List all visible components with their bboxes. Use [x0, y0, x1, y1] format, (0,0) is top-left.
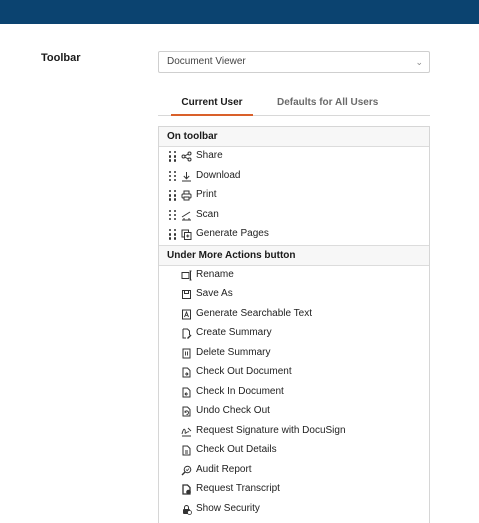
- app-header-bar: [0, 0, 479, 24]
- on-toolbar-item-label: Scan: [196, 208, 219, 220]
- more-actions-item-label: Save As: [196, 288, 233, 299]
- tab-bar: [158, 95, 430, 116]
- more-actions-item[interactable]: [159, 363, 429, 383]
- more-actions-item-label: Delete Summary: [196, 346, 271, 358]
- drag-handle-icon[interactable]: [169, 171, 177, 182]
- chevron-down-icon: ⌄: [415, 57, 423, 67]
- print-icon: [181, 190, 192, 201]
- on-toolbar-item[interactable]: [159, 206, 429, 226]
- more-actions-list: [159, 266, 429, 520]
- audit-report-icon: [181, 465, 192, 476]
- delete-summary-icon: [181, 348, 192, 359]
- toolbar-config-panel: [158, 126, 430, 523]
- more-actions-item[interactable]: [159, 383, 429, 403]
- undo-check-out-icon: [181, 406, 192, 417]
- more-actions-item-label: Request Signature with DocuSign: [196, 424, 346, 436]
- more-actions-item[interactable]: [159, 266, 429, 286]
- more-actions-item-label: Check Out Document: [196, 366, 292, 377]
- drag-handle-icon[interactable]: [169, 151, 177, 162]
- on-toolbar-item[interactable]: [159, 225, 429, 245]
- more-actions-item-label: Show Security: [196, 502, 260, 514]
- security-icon: [181, 504, 192, 515]
- more-actions-item-label: Create Summary: [196, 327, 272, 338]
- scan-icon: [181, 210, 192, 221]
- transcript-icon: [181, 484, 192, 495]
- more-actions-item[interactable]: [159, 422, 429, 442]
- on-toolbar-item-label: Print: [196, 189, 217, 200]
- more-actions-item[interactable]: [159, 285, 429, 305]
- toolbar-select-value: Document Viewer: [167, 56, 246, 67]
- more-actions-item[interactable]: [159, 500, 429, 520]
- more-actions-item[interactable]: [159, 461, 429, 481]
- check-in-icon: [181, 387, 192, 398]
- on-toolbar-item[interactable]: [159, 186, 429, 206]
- check-out-details-icon: [181, 445, 192, 456]
- more-actions-item-label: Request Transcript: [196, 483, 280, 494]
- section-more-actions: Under More Actions button: [159, 245, 429, 266]
- more-actions-item[interactable]: [159, 441, 429, 461]
- toolbar-select[interactable]: [158, 51, 430, 73]
- on-toolbar-item[interactable]: [159, 147, 429, 167]
- on-toolbar-item-label: Share: [196, 150, 223, 161]
- searchable-text-icon: [181, 309, 192, 320]
- more-actions-item[interactable]: [159, 324, 429, 344]
- drag-handle-icon[interactable]: [169, 190, 177, 201]
- check-out-icon: [181, 367, 192, 378]
- more-actions-item[interactable]: [159, 480, 429, 500]
- generate-pages-icon: [181, 229, 192, 240]
- tab-current-user[interactable]: Current User: [171, 96, 253, 116]
- more-actions-item-label: Generate Searchable Text: [196, 307, 313, 319]
- more-actions-item-label: Check Out Details: [196, 444, 277, 455]
- more-actions-item[interactable]: [159, 402, 429, 422]
- save-as-icon: [181, 289, 192, 300]
- tab-defaults-all-users[interactable]: Defaults for All Users: [277, 97, 379, 108]
- more-actions-item[interactable]: [159, 305, 429, 325]
- toolbar-field-label: Toolbar: [41, 52, 81, 64]
- create-summary-icon: [181, 328, 192, 339]
- download-icon: [181, 171, 192, 182]
- section-on-toolbar: On toolbar: [159, 127, 429, 147]
- more-actions-item-label: Check In Document: [196, 385, 284, 397]
- more-actions-item[interactable]: [159, 344, 429, 364]
- on-toolbar-item-label: Download: [196, 169, 241, 181]
- rename-icon: [181, 270, 192, 281]
- drag-handle-icon[interactable]: [169, 210, 177, 221]
- more-actions-item-label: Undo Check Out: [196, 405, 270, 416]
- more-actions-item-label: Audit Report: [196, 463, 252, 475]
- drag-handle-icon[interactable]: [169, 229, 177, 240]
- on-toolbar-item-label: Generate Pages: [196, 228, 269, 239]
- on-toolbar-list: [159, 147, 429, 245]
- on-toolbar-item[interactable]: [159, 167, 429, 187]
- share-icon: [181, 151, 192, 162]
- more-actions-item-label: Rename: [196, 268, 234, 280]
- signature-icon: [181, 426, 192, 437]
